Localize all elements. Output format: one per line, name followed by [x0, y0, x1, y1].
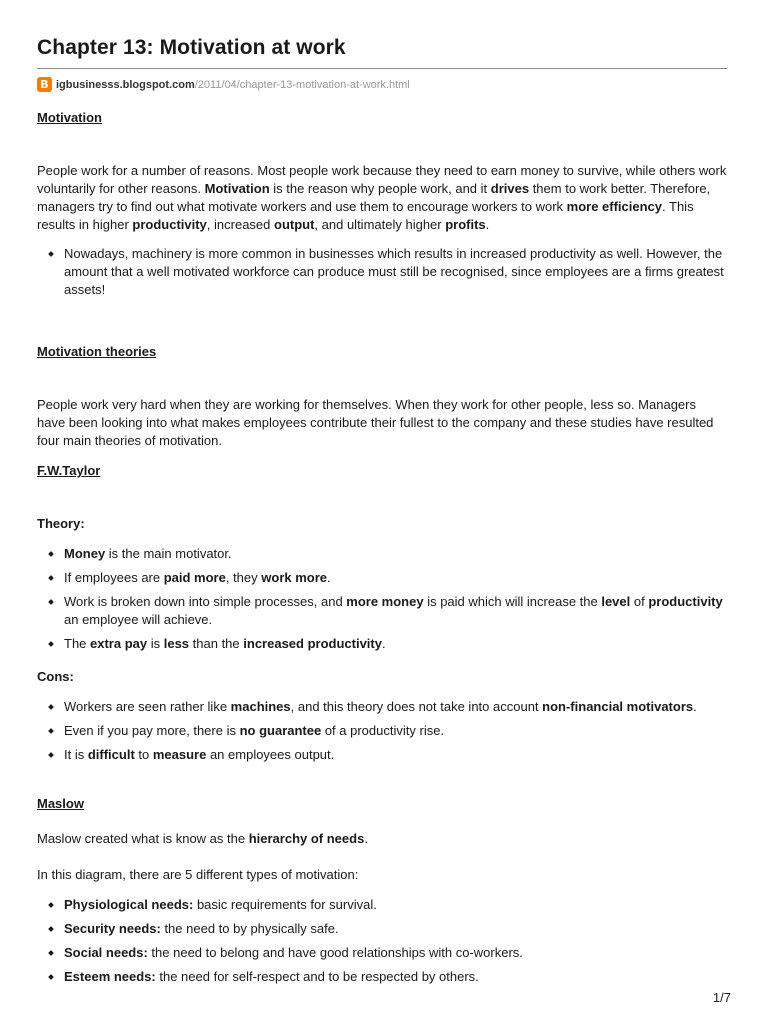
title-divider: [37, 68, 727, 69]
text-run: is the reason why people work, and it: [269, 181, 491, 196]
text-run: the need to belong and have good relationships with co-workers.: [147, 945, 523, 960]
bold-text: hierarchy of needs: [248, 831, 365, 846]
list-item: [37, 698, 727, 716]
text-run: than the: [189, 636, 244, 651]
list-item: [37, 569, 727, 587]
bold-text: output: [274, 217, 315, 232]
blogger-icon: B: [37, 77, 52, 92]
text-run: , increased: [206, 217, 274, 232]
text-run: Nowadays, machinery is more common in businesses which results in increased productivity as well. However, the amount that a well motivated workforce can produce must still be recognised, since employees are a firms greatest assets!: [64, 246, 724, 297]
bold-text: drives: [490, 181, 530, 196]
bold-text: Physiological needs:: [64, 897, 194, 912]
list-item: [37, 635, 727, 653]
text-run: the need to by physically safe.: [160, 921, 339, 936]
bold-text: Security needs:: [64, 921, 161, 936]
taylor-cons-label: Cons:: [37, 669, 74, 684]
taylor-theory-list: [37, 545, 727, 659]
bold-text: level: [601, 594, 631, 609]
text-run: the need for self-respect and to be respected by others.: [155, 969, 479, 984]
source-line: [37, 77, 410, 92]
section-heading-motivation-theories: Motivation theories: [37, 344, 157, 359]
taylor-theory-label: Theory:: [37, 516, 85, 531]
bold-text: less: [163, 636, 190, 651]
source-domain-link[interactable]: igbusinesss.blogspot.com: [56, 78, 195, 91]
bold-text: more efficiency: [566, 199, 663, 214]
section-heading-maslow: Maslow: [37, 796, 84, 811]
text-run: an employees output.: [206, 747, 335, 762]
text-run: People work very hard when they are working for themselves. When they work for other people, less so. Managers have been looking into what makes employees contribute their fullest to the company and these studies have resulted four main theories of motivation.: [37, 397, 714, 448]
list-item: [37, 593, 727, 629]
list-item: [37, 545, 727, 563]
text-run: is paid which will increase the: [423, 594, 602, 609]
text-run: is the main motivator.: [105, 546, 232, 561]
bold-text: extra pay: [90, 636, 148, 651]
text-run: .: [364, 831, 368, 846]
text-run: Work is broken down into simple processes, and: [64, 594, 347, 609]
text-run: of: [630, 594, 649, 609]
taylor-cons-list: [37, 698, 727, 770]
bold-text: non-financial motivators: [542, 699, 694, 714]
bold-text: paid more: [163, 570, 226, 585]
section-heading-taylor: F.W.Taylor: [37, 463, 101, 478]
motivation-bullet-list: [37, 245, 727, 305]
bold-text: more money: [346, 594, 424, 609]
text-run: .: [327, 570, 331, 585]
list-item: [37, 968, 727, 986]
text-run: , and ultimately higher: [314, 217, 446, 232]
bold-text: increased productivity: [243, 636, 382, 651]
list-item: [37, 944, 727, 962]
text-run: If employees are: [64, 570, 164, 585]
page-number: 1/7: [712, 990, 731, 1005]
list-item: [37, 746, 727, 764]
motivation-paragraph: [37, 162, 727, 234]
bold-text: Money: [64, 546, 106, 561]
text-run: .: [381, 636, 386, 651]
text-run: Even if you pay more, there is: [64, 723, 240, 738]
bold-text: machines: [230, 699, 291, 714]
maslow-needs-list: [37, 896, 727, 992]
text-run: . This results in higher: [37, 199, 694, 232]
bold-text: productivity: [132, 217, 207, 232]
bold-text: work more: [261, 570, 328, 585]
source-path-link[interactable]: /2011/04/chapter-13-motivation-at-work.html: [194, 78, 410, 91]
text-run: , and this theory does not take into account: [290, 699, 543, 714]
text-run: People work for a number of reasons. Most people work because they need to earn money to survive, while others work voluntarily for other reasons.: [37, 163, 727, 196]
bold-text: Esteem needs:: [64, 969, 156, 984]
text-run: to: [134, 747, 153, 762]
text-run: is: [147, 636, 164, 651]
text-run: .: [485, 217, 490, 232]
list-item: [37, 896, 727, 914]
list-item: [37, 722, 727, 740]
bold-text: Social needs:: [64, 945, 148, 960]
list-item: [37, 920, 727, 938]
bold-text: productivity: [648, 594, 723, 609]
section-heading-motivation: Motivation: [37, 110, 102, 125]
text-run: In this diagram, there are 5 different types of motivation:: [37, 867, 359, 882]
text-run: The: [64, 636, 91, 651]
text-run: , they: [225, 570, 262, 585]
text-run: of a productivity rise.: [321, 723, 445, 738]
theories-paragraph: [37, 396, 727, 450]
text-run: .: [693, 699, 697, 714]
maslow-paragraph-1: [37, 830, 727, 848]
page-title: Chapter 13: Motivation at work: [37, 36, 346, 59]
text-run: them to work better. Therefore, managers try to find out what motivate workers and use them to encourage workers to work: [37, 181, 711, 214]
maslow-paragraph-2: [37, 866, 727, 884]
bold-text: difficult: [87, 747, 135, 762]
text-run: Maslow created what is know as the: [37, 831, 249, 846]
text-run: Workers are seen rather like: [64, 699, 231, 714]
list-item: [37, 245, 727, 299]
text-run: an employee will achieve.: [64, 612, 213, 627]
bold-text: Motivation: [204, 181, 270, 196]
text-run: basic requirements for survival.: [193, 897, 377, 912]
bold-text: no guarantee: [239, 723, 322, 738]
bold-text: profits: [445, 217, 486, 232]
text-run: It is: [64, 747, 88, 762]
bold-text: measure: [152, 747, 207, 762]
